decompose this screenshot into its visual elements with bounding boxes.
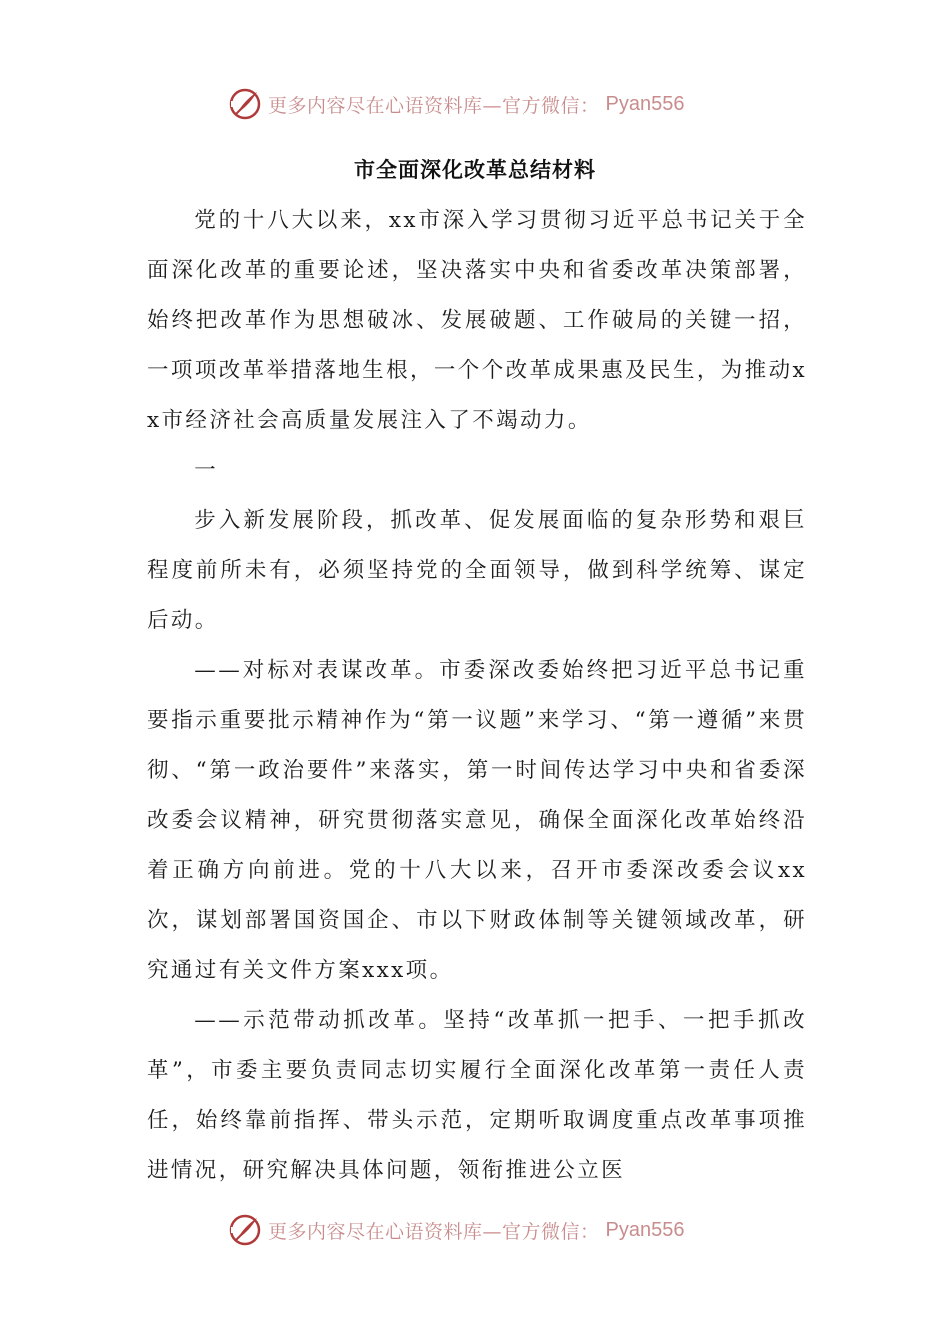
paragraph-new-stage: 步入新发展阶段，抓改革、促发展面临的复杂形势和艰巨程度前所未有，必须坚持党的全面领导，做到科学统筹、谋定后动。: [147, 508, 807, 633]
footer-watermark: [228, 1210, 684, 1250]
document-body: [147, 196, 807, 1196]
watermark-text: 更多内容尽在心语资料库—官方微信：: [268, 1220, 600, 1243]
watermark-wechat-id: Pyan556: [605, 92, 685, 115]
section-number: 一: [194, 458, 219, 483]
paragraph-benchmark-reform: ——对标对表谋改革。市委深改委始终把习近平总书记重要指示重要批示精神作为“第一议题”来学习、“第一遵循”来贯彻、“第一政治要件”来落实，第一时间传达学习中央和省委深改委会议精神，研究贯彻落实意见，确保全面深化改革始终沿着正确方向前进。党的十八大以来，召开市委深改委会议xx次，谋划部署国资国企、市以下财政体制等关键领域改革，研究通过有关文件方案xxx项。: [147, 658, 807, 983]
watermark-wechat-id: Pyan556: [605, 1218, 685, 1241]
watermark-text: 更多内容尽在心语资料库—官方微信：: [268, 94, 600, 117]
paragraph-intro: 党的十八大以来，xx市深入学习贯彻习近平总书记关于全面深化改革的重要论述，坚决落实中央和省委改革决策部署，始终把改革作为思想破冰、发展破题、工作破局的关键一招，一项项改革举措落地生根，一个个改革成果惠及民生，为推动xx市经济社会高质量发展注入了不竭动力。: [147, 208, 807, 433]
quill-logo-icon: [228, 87, 262, 121]
quill-logo-icon: [228, 1213, 262, 1247]
document-title: 市全面深化改革总结材料: [354, 158, 596, 182]
header-watermark: [228, 84, 684, 124]
paragraph-demonstration-reform: ——示范带动抓改革。坚持“改革抓一把手、一把手抓改革”，市委主要负责同志切实履行全面深化改革第一责任人责任，始终靠前指挥、带头示范，定期听取调度重点改革事项推进情况，研究解决具体问题，领衔推进公立医: [147, 1008, 807, 1183]
